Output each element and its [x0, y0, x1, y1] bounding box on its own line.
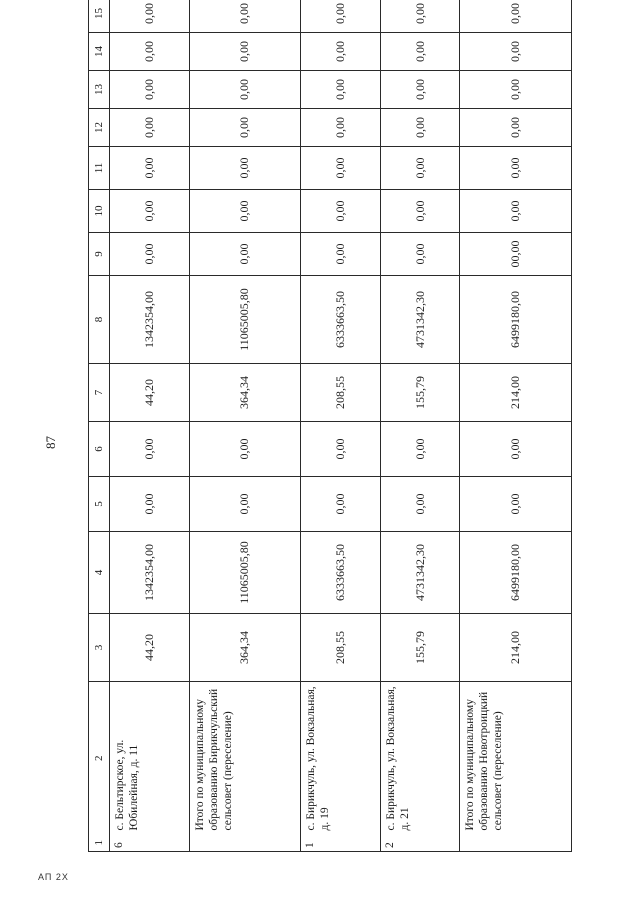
cell-col-7: 214,00 [460, 364, 572, 422]
cell-col-7: 364,34 [189, 364, 301, 422]
cell-col-11: 0,00 [301, 147, 381, 190]
cell-col-15: 0,00 [460, 0, 572, 33]
column-header-12: 12 [89, 109, 110, 147]
cell-col-11: 0,00 [189, 147, 301, 190]
cell-col-12: 0,00 [460, 109, 572, 147]
footer-mark: АП 2Х [38, 872, 69, 882]
cell-col-11: 0,00 [110, 147, 190, 190]
cell-col-5: 0,00 [110, 477, 190, 532]
column-header-5: 5 [89, 477, 110, 532]
row-address: Итого по муниципальному образованию Бирикчульский сельсовет (переселение) [189, 682, 301, 835]
cell-col-14: 0,00 [380, 33, 460, 71]
cell-col-5: 0,00 [380, 477, 460, 532]
cell-col-10: 0,00 [189, 190, 301, 233]
cell-col-10: 0,00 [301, 190, 381, 233]
cell-col-5: 0,00 [301, 477, 381, 532]
column-header-9: 9 [89, 233, 110, 276]
cell-col-9: 0,00 [301, 233, 381, 276]
cell-col-7: 44,20 [110, 364, 190, 422]
column-header-2: 2 [89, 682, 110, 835]
cell-col-3: 214,00 [460, 614, 572, 682]
row-number [460, 835, 572, 852]
cell-col-13: 0,00 [380, 71, 460, 109]
cell-col-9: 0,00 [189, 233, 301, 276]
cell-col-14: 0,00 [189, 33, 301, 71]
cell-col-13: 0,00 [460, 71, 572, 109]
column-header-13: 13 [89, 71, 110, 109]
cell-col-3: 208,55 [301, 614, 381, 682]
table-row [189, 0, 301, 852]
column-header-3: 3 [89, 614, 110, 682]
cell-col-15: 0,00 [110, 0, 190, 33]
column-header-11: 11 [89, 147, 110, 190]
cell-col-8: 1342354,00 [110, 276, 190, 364]
column-header-8: 8 [89, 276, 110, 364]
cell-col-12: 0,00 [301, 109, 381, 147]
cell-col-10: 0,00 [380, 190, 460, 233]
cell-col-8: 6333663,50 [301, 276, 381, 364]
column-header-6: 6 [89, 422, 110, 477]
cell-col-6: 0,00 [110, 422, 190, 477]
column-header-15: 15 [89, 0, 110, 33]
cell-col-3: 364,34 [189, 614, 301, 682]
row-number: 1 [301, 835, 381, 852]
cell-col-6: 0,00 [301, 422, 381, 477]
header-row [89, 0, 110, 852]
cell-col-9: 00,00 [460, 233, 572, 276]
rotated-table-region [88, 3, 572, 852]
row-number [189, 835, 301, 852]
cell-col-7: 155,79 [380, 364, 460, 422]
data-table [88, 0, 572, 852]
cell-col-14: 0,00 [460, 33, 572, 71]
cell-col-12: 0,00 [110, 109, 190, 147]
cell-col-4: 11065005,80 [189, 532, 301, 614]
column-header-4: 4 [89, 532, 110, 614]
table-row [301, 0, 381, 852]
cell-col-10: 0,00 [460, 190, 572, 233]
table-row [460, 0, 572, 852]
cell-col-11: 0,00 [460, 147, 572, 190]
cell-col-7: 208,55 [301, 364, 381, 422]
cell-col-15: 0,00 [380, 0, 460, 33]
row-number: 2 [380, 835, 460, 852]
cell-col-12: 0,00 [380, 109, 460, 147]
cell-col-15: 0,00 [301, 0, 381, 33]
cell-col-3: 155,79 [380, 614, 460, 682]
cell-col-14: 0,00 [301, 33, 381, 71]
row-address: с. Бирикчуль, ул. Вокзальная, д. 19 [301, 682, 381, 835]
cell-col-5: 0,00 [460, 477, 572, 532]
table-row [380, 0, 460, 852]
cell-col-4: 1342354,00 [110, 532, 190, 614]
cell-col-13: 0,00 [189, 71, 301, 109]
cell-col-4: 6499180,00 [460, 532, 572, 614]
row-number: 6 [110, 835, 190, 852]
row-address: с. Бирикчуль, ул. Вокзальная, д. 21 [380, 682, 460, 835]
cell-col-8: 11065005,80 [189, 276, 301, 364]
table-rotation-frame [88, 3, 572, 852]
cell-col-8: 6499180,00 [460, 276, 572, 364]
cell-col-3: 44,20 [110, 614, 190, 682]
cell-col-14: 0,00 [110, 33, 190, 71]
cell-col-4: 6333663,50 [301, 532, 381, 614]
column-header-7: 7 [89, 364, 110, 422]
cell-col-6: 0,00 [380, 422, 460, 477]
cell-col-10: 0,00 [110, 190, 190, 233]
column-header-14: 14 [89, 33, 110, 71]
cell-col-11: 0,00 [380, 147, 460, 190]
cell-col-15: 0,00 [189, 0, 301, 33]
cell-col-4: 4731342,30 [380, 532, 460, 614]
cell-col-13: 0,00 [301, 71, 381, 109]
cell-col-12: 0,00 [189, 109, 301, 147]
column-header-10: 10 [89, 190, 110, 233]
cell-col-13: 0,00 [110, 71, 190, 109]
page-number: 87 [43, 436, 58, 449]
row-address: Итого по муниципальному образованию Новотроицкий сельсовет (переселение) [460, 682, 572, 835]
cell-col-9: 0,00 [110, 233, 190, 276]
table-row [110, 0, 190, 852]
cell-col-8: 4731342,30 [380, 276, 460, 364]
cell-col-5: 0,00 [189, 477, 301, 532]
cell-col-9: 0,00 [380, 233, 460, 276]
column-header-1: 1 [89, 835, 110, 852]
row-address: с. Бельтирское, ул. Юбилейная, д. 11 [110, 682, 190, 835]
cell-col-6: 0,00 [460, 422, 572, 477]
cell-col-6: 0,00 [189, 422, 301, 477]
